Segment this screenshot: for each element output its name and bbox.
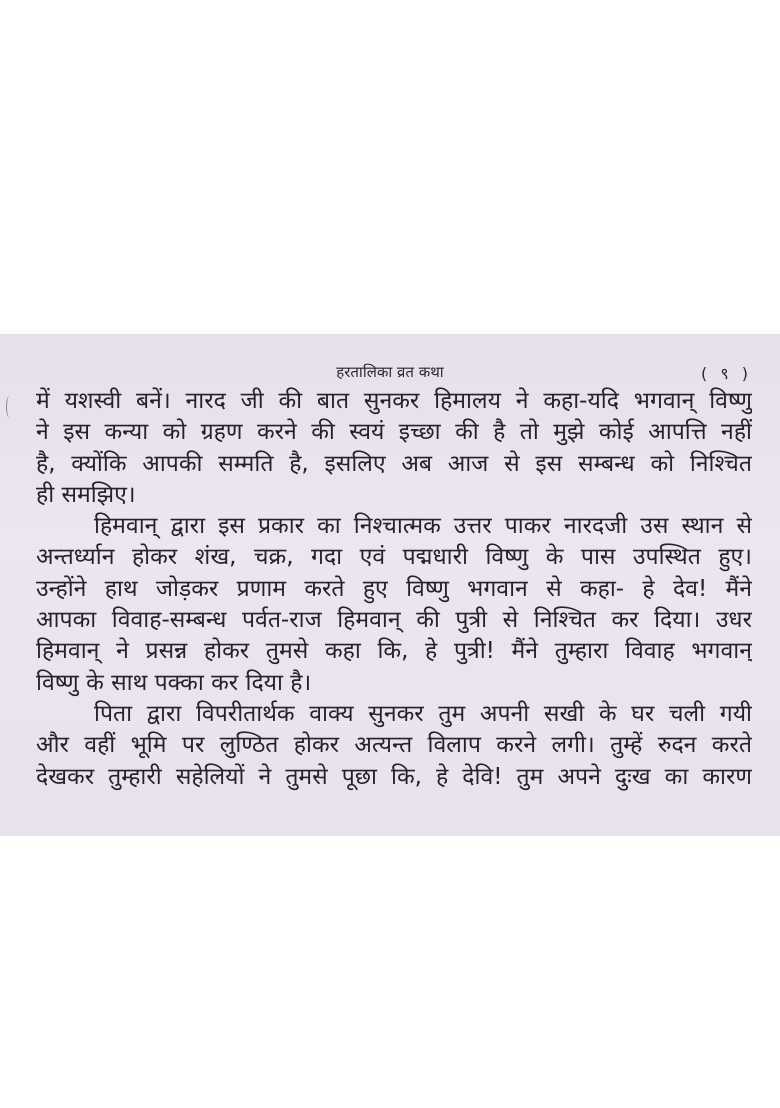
text-line: हिमवान् द्वारा इस प्रकार का निश्चात्मक उत्तर पाकर नारदजी उस स्थान से <box>94 513 752 540</box>
text-line: अन्तर्ध्यान होकर शंख, चक्र, गदा एवं पद्मधारी विष्णु के पास उपस्थित हुए। <box>36 544 752 571</box>
text-line: में यशस्वी बनें। नारद जी की बात सुनकर हिमालय ने कहा-यदि भगवान् विष्णु <box>36 388 752 414</box>
margin-mark <box>6 396 13 418</box>
book-page <box>0 334 780 836</box>
text-line: ही समझिए। <box>36 481 136 508</box>
running-title: हरतालिका व्रत कथा <box>336 363 444 381</box>
text-line: हिमवान् ने प्रसन्न होकर तुमसे कहा कि, हे पुत्री! मैंने तुम्हारा विवाह भगवान् <box>36 638 752 665</box>
page-number: ( ९ ) <box>701 364 752 383</box>
text-line: उन्होंने हाथ जोड़कर प्रणाम करते हुए विष्णु भगवान से कहा- हे देव! मैंने <box>36 575 752 602</box>
text-line: आपका विवाह-सम्बन्ध पर्वत-राज हिमवान् की पुत्री से निश्चित कर दिया। उधर <box>36 607 752 634</box>
text-line: विष्णु के साथ पक्का कर दिया है। <box>36 669 312 696</box>
body-text <box>36 386 752 793</box>
text-line: ने इस कन्या को ग्रहण करने की स्वयं इच्छा की है तो मुझे कोई आपत्ति नहीं <box>36 419 752 446</box>
text-line: पिता द्वारा विपरीतार्थक वाक्य सुनकर तुम अपनी सखी के घर चली गयी <box>94 700 752 727</box>
text-line: है, क्योंकि आपकी सम्मति है, इसलिए अब आज से इस सम्बन्ध को निश्चित <box>36 450 752 477</box>
page-header <box>0 362 780 386</box>
text-line: देखकर तुम्हारी सहेलियों ने तुमसे पूछा कि, हे देवि! तुम अपने दुःख का कारण <box>36 763 752 790</box>
text-line: और वहीं भूमि पर लुण्ठित होकर अत्यन्त विलाप करने लगी। तुम्हें रुदन करते <box>36 732 752 759</box>
